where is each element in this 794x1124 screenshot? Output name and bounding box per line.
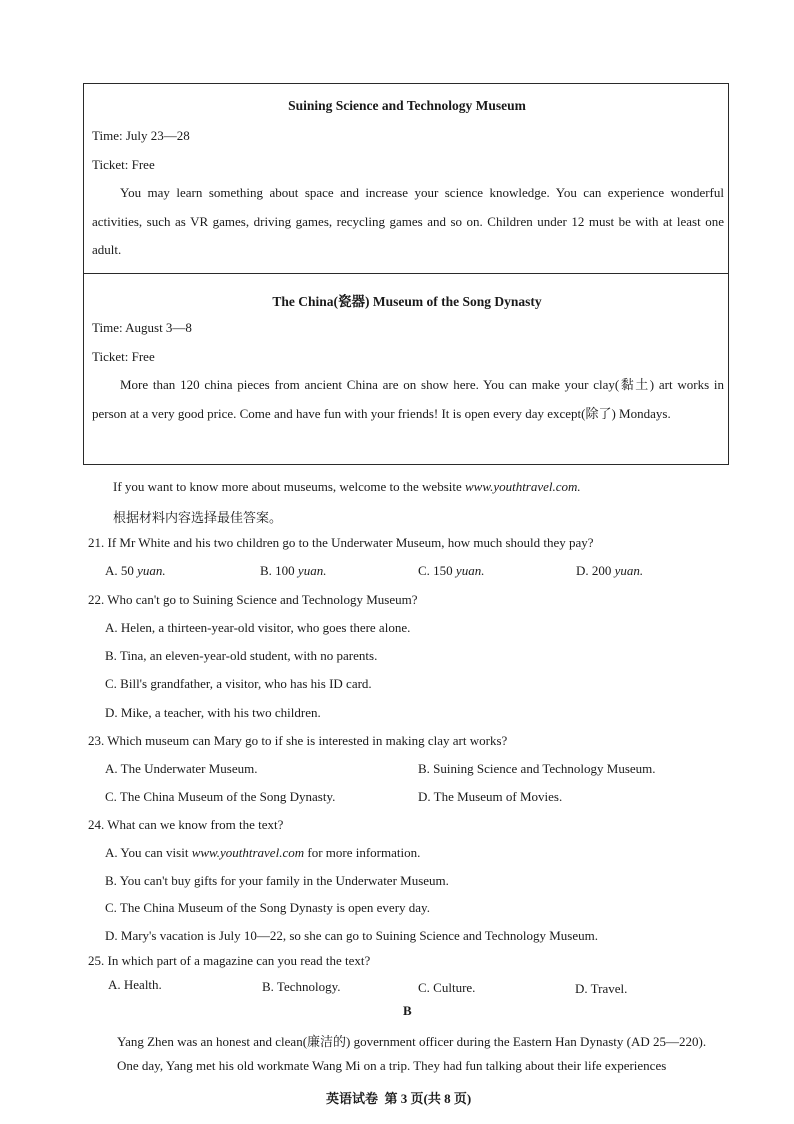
option-text: A. 50 bbox=[105, 563, 138, 578]
museum-card-science bbox=[83, 83, 729, 274]
museum-ticket: Ticket: Free bbox=[92, 157, 155, 172]
section-b-line-2: One day, Yang met his old workmate Wang Mi on a trip. They had fun talking about their life experiences bbox=[117, 1058, 667, 1073]
museum-title: The China(瓷器) Museum of the Song Dynasty bbox=[272, 294, 542, 309]
website-link: www.youthtravel.com. bbox=[465, 479, 581, 494]
question-25: 25. In which part of a magazine can you read the text? bbox=[88, 953, 371, 968]
museum-description: More than 120 china pieces from ancient China are on show here. You can make your clay(黏土) art works in person at a very good price. Come and have fun with your friends! It is open every day except(除了) Mondays. bbox=[92, 377, 724, 421]
option-21c bbox=[418, 563, 484, 579]
section-label: B bbox=[403, 1003, 412, 1018]
option-text: D. 200 bbox=[576, 563, 615, 578]
museum-description: You may learn something about space and increase your science knowledge. You can experience wonderful activities, such as VR games, driving games, recycling games and so on. Children under 12 must be with at least one adult. bbox=[92, 185, 724, 257]
option-21d bbox=[576, 563, 643, 579]
option-23a: A. The Underwater Museum. bbox=[105, 761, 258, 776]
website-note-text: If you want to know more about museums, welcome to the website bbox=[113, 479, 466, 494]
option-text-tail: for more information. bbox=[304, 845, 421, 860]
option-25b: B. Technology. bbox=[262, 979, 341, 994]
museum-time: Time: July 23—28 bbox=[92, 128, 190, 143]
option-22c: C. Bill's grandfather, a visitor, who has his ID card. bbox=[105, 676, 372, 691]
option-23b: B. Suining Science and Technology Museum. bbox=[418, 761, 656, 776]
option-21b bbox=[260, 563, 326, 579]
museum-title: Suining Science and Technology Museum bbox=[288, 98, 526, 113]
option-text: A. You can visit bbox=[105, 845, 192, 860]
section-b-line-1: Yang Zhen was an honest and clean(廉洁的) government officer during the Eastern Han Dynasty (AD 25—220). bbox=[117, 1034, 707, 1049]
question-21: 21. If Mr White and his two children go to the Underwater Museum, how much should they pay? bbox=[88, 535, 594, 550]
option-unit: yuan. bbox=[614, 563, 644, 578]
option-24c: C. The China Museum of the Song Dynasty is open every day. bbox=[105, 900, 430, 915]
option-text: B. 100 bbox=[260, 563, 298, 578]
museum-card-china bbox=[83, 273, 729, 465]
museum-ticket: Ticket: Free bbox=[92, 349, 155, 364]
option-text: C. 150 bbox=[418, 563, 456, 578]
option-unit: yuan. bbox=[297, 563, 327, 578]
option-22a: A. Helen, a thirteen-year-old visitor, who goes there alone. bbox=[105, 620, 411, 635]
museum-time: Time: August 3—8 bbox=[92, 320, 192, 335]
question-22: 22. Who can't go to Suining Science and Technology Museum? bbox=[88, 592, 418, 607]
option-24d: D. Mary's vacation is July 10—22, so she can go to Suining Science and Technology Museum. bbox=[105, 928, 598, 943]
website-note bbox=[113, 479, 581, 495]
option-24b: B. You can't buy gifts for your family in the Underwater Museum. bbox=[105, 873, 449, 888]
option-22d: D. Mike, a teacher, with his two children. bbox=[105, 705, 321, 720]
option-23c: C. The China Museum of the Song Dynasty. bbox=[105, 789, 336, 804]
option-22b: B. Tina, an eleven-year-old student, with no parents. bbox=[105, 648, 378, 663]
option-link: www.youthtravel.com bbox=[191, 845, 305, 860]
question-23: 23. Which museum can Mary go to if she is interested in making clay art works? bbox=[88, 733, 508, 748]
instruction: 根据材料内容选择最佳答案。 bbox=[113, 510, 283, 525]
option-unit: yuan. bbox=[137, 563, 166, 578]
option-25c: C. Culture. bbox=[418, 980, 476, 995]
option-unit: yuan. bbox=[455, 563, 485, 578]
page-footer: 英语试卷 第 3 页(共 8 页) bbox=[326, 1091, 472, 1106]
option-23d: D. The Museum of Movies. bbox=[418, 789, 563, 804]
option-21a bbox=[105, 563, 166, 579]
question-24: 24. What can we know from the text? bbox=[88, 817, 284, 832]
option-25d: D. Travel. bbox=[575, 981, 628, 996]
option-24a bbox=[105, 845, 420, 861]
option-25a: A. Health. bbox=[108, 977, 162, 992]
